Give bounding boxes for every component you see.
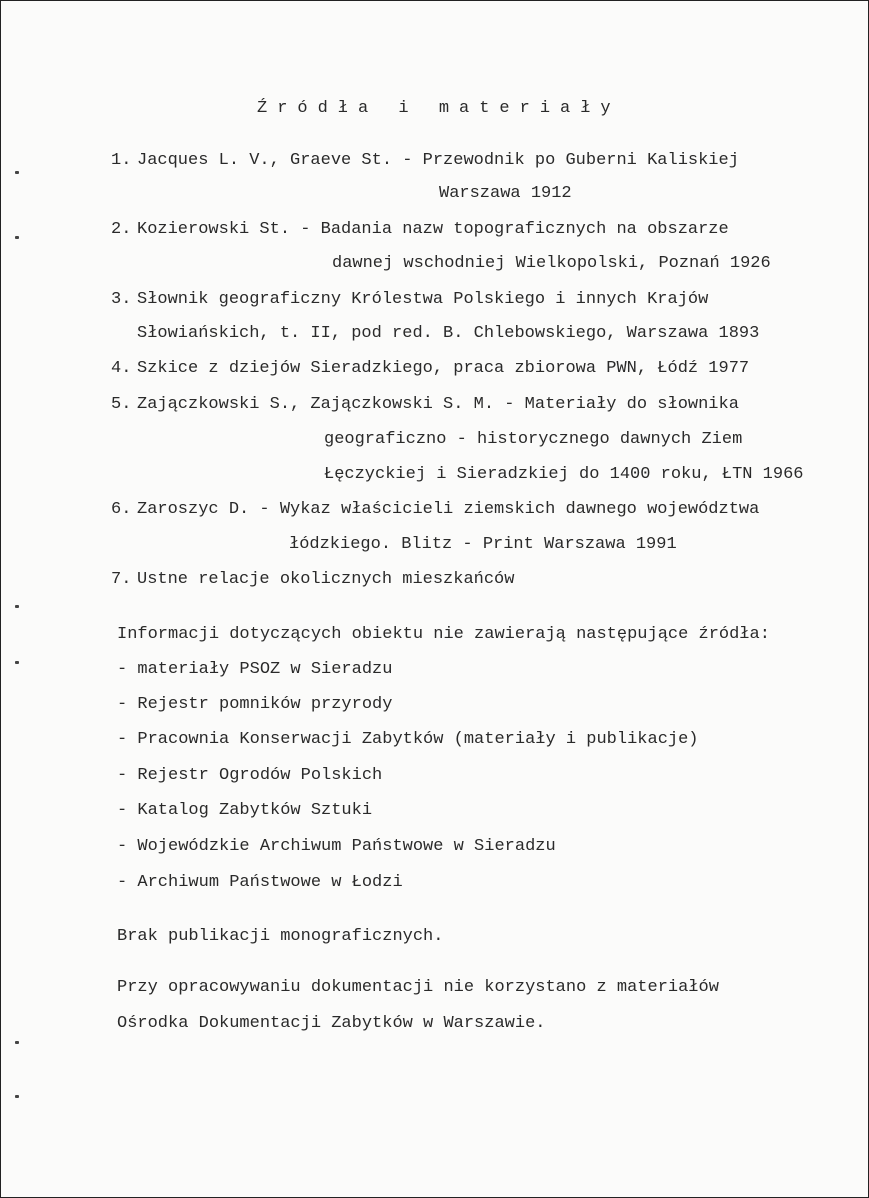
excluded-source-item: - Pracownia Konserwacji Zabytków (materiały i publikacje) (117, 730, 699, 749)
source-number: 5. (111, 395, 132, 414)
source-line: Szkice z dziejów Sieradzkiego, praca zbiorowa PWN, Łódź 1977 (137, 359, 750, 378)
source-line: Ustne relacje okolicznych mieszkańców (137, 570, 515, 589)
excluded-intro: Informacji dotyczących obiektu nie zawierają następujące źródła: (117, 625, 770, 644)
scan-mark (15, 605, 19, 608)
source-line: geograficzno - historycznego dawnych Ziem (324, 430, 743, 449)
source-line: dawnej wschodniej Wielkopolski, Poznań 1926 (332, 254, 771, 273)
source-line: Zaroszyc D. - Wykaz właścicieli ziemskich dawnego województwa (137, 500, 760, 519)
source-number: 1. (111, 151, 132, 170)
excluded-source-item: - Wojewódzkie Archiwum Państwowe w Sieradzu (117, 837, 556, 856)
excluded-source-item: - Rejestr pomników przyrody (117, 695, 393, 714)
source-line: Warszawa 1912 (439, 184, 572, 203)
source-line: Słownik geograficzny Królestwa Polskiego i innych Krajów (137, 290, 709, 309)
closing-note-line: Ośrodka Dokumentacji Zabytków w Warszawie. (117, 1014, 546, 1033)
scan-mark (15, 1095, 19, 1098)
scan-mark (15, 1041, 19, 1044)
source-number: 4. (111, 359, 132, 378)
scan-mark (15, 171, 19, 174)
scan-mark (15, 236, 19, 239)
no-monographs-note: Brak publikacji monograficznych. (117, 927, 444, 946)
excluded-source-item: - Katalog Zabytków Sztuki (117, 801, 373, 820)
source-number: 6. (111, 500, 132, 519)
source-line: łódzkiego. Blitz - Print Warszawa 1991 (289, 535, 677, 554)
source-line: Słowiańskich, t. II, pod red. B. Chlebowskiego, Warszawa 1893 (137, 324, 760, 343)
excluded-source-item: - Archiwum Państwowe w Łodzi (117, 873, 403, 892)
source-number: 2. (111, 220, 132, 239)
closing-note-line: Przy opracowywaniu dokumentacji nie korzystano z materiałów (117, 978, 719, 997)
source-line: Kozierowski St. - Badania nazw topograficznych na obszarze (137, 220, 729, 239)
source-number: 7. (111, 570, 132, 589)
source-number: 3. (111, 290, 132, 309)
source-line: Zajączkowski S., Zajączkowski S. M. - Materiały do słownika (137, 395, 739, 414)
excluded-source-item: - Rejestr Ogrodów Polskich (117, 766, 383, 785)
source-line: Jacques L. V., Graeve St. - Przewodnik po Guberni Kaliskiej (137, 151, 739, 170)
source-line: Łęczyckiej i Sieradzkiej do 1400 roku, ŁTN 1966 (324, 465, 804, 484)
scan-mark (15, 661, 19, 664)
excluded-source-item: - materiały PSOZ w Sieradzu (117, 660, 393, 679)
page-title: Źródła i materiały (257, 99, 621, 118)
